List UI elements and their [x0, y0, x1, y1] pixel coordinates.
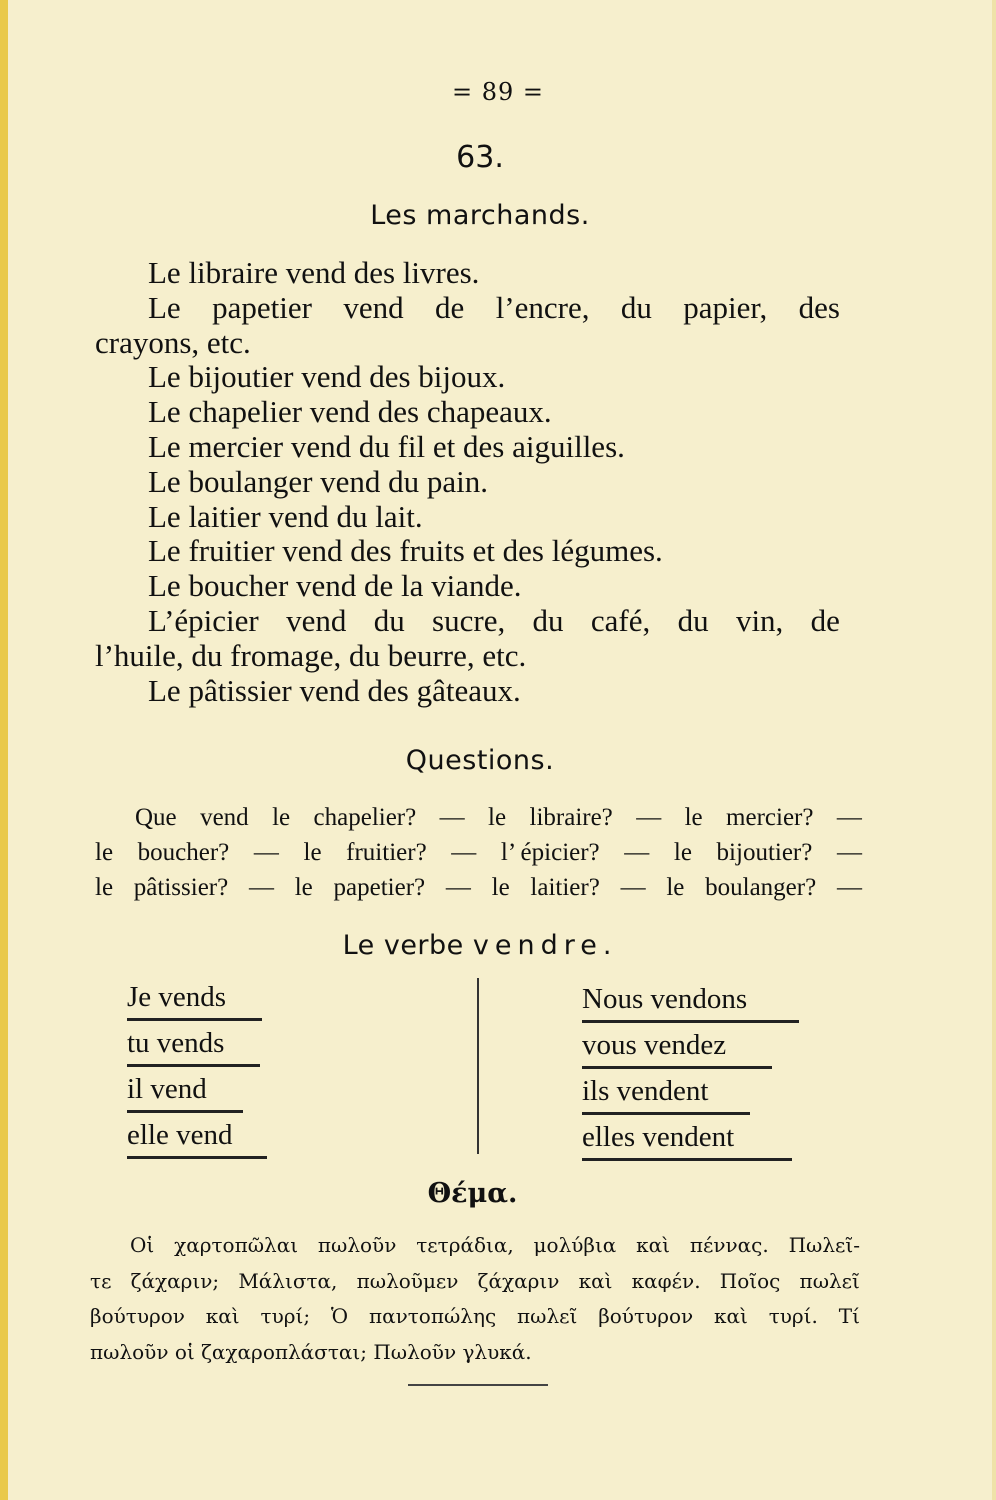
reading-word: du [532, 602, 564, 638]
greek-word: Ὁ [330, 1304, 349, 1328]
question-word: — [836, 804, 862, 831]
question-word: — [836, 874, 862, 901]
greek-line [90, 1228, 860, 1264]
reading-word: papier, [683, 289, 768, 325]
conjugation-singular-4: elle vend [127, 1119, 233, 1151]
reading-line: Le fruitier vend des fruits et des légumes. [148, 533, 663, 569]
question-word: — [451, 839, 477, 866]
greek-word: βούτυρον [90, 1304, 185, 1328]
greek-line [90, 1335, 860, 1371]
greek-word: βούτυρον [598, 1304, 694, 1328]
verb-heading-label: Le verbe [342, 930, 464, 961]
reading-line: crayons, etc. [95, 324, 251, 360]
reading-word: l’encre, [495, 289, 590, 325]
question-word: le [95, 874, 114, 901]
question-line [95, 835, 862, 870]
greek-word: πωλεῖ [517, 1304, 578, 1328]
question-word: le [684, 804, 703, 831]
reading-word: vend [286, 602, 347, 638]
reading-word: Le [148, 289, 181, 325]
question-word: — [620, 874, 646, 901]
reading-line: Le pâtissier vend des gâteaux. [148, 672, 521, 708]
question-word: Que [135, 804, 177, 831]
reading-word: des [798, 289, 840, 325]
reading-word: vend [343, 289, 404, 325]
reading-line: Le mercier vend du fil et des aiguilles. [148, 428, 625, 464]
reading-line: Le boulanger vend du pain. [148, 463, 489, 499]
greek-line [90, 1299, 860, 1335]
question-word: bijoutier? [716, 839, 813, 866]
question-word: — [636, 804, 662, 831]
conjugation-plural-1: Nous vendons [582, 983, 748, 1015]
greek-word: τυρί. [768, 1304, 818, 1328]
reading-line: l’huile, du fromage, du beurre, etc. [95, 637, 527, 673]
greek-word: πωλοῦν οἱ ζαχαροπλάσται; Πωλοῦν γλυκά. [90, 1339, 532, 1364]
reading-word: vin, [735, 602, 784, 638]
underline [582, 1066, 772, 1069]
question-line [95, 800, 862, 835]
question-word: le [488, 804, 507, 831]
greek-line [90, 1264, 860, 1300]
reading-word: du [620, 289, 652, 325]
reading-word: L’épicier [148, 602, 259, 638]
greek-word: τυρί; [260, 1304, 311, 1328]
question-word: — [624, 839, 650, 866]
underline [582, 1112, 750, 1115]
reading-line [95, 291, 840, 326]
reading-word: de [435, 289, 465, 325]
reading-word: papetier [212, 289, 312, 325]
question-word: — [253, 839, 279, 866]
greek-word: πωλοῦμεν [356, 1268, 459, 1293]
underline [127, 1064, 260, 1067]
greek-word: πωλεῖ [799, 1268, 860, 1293]
greek-word: πέννας. [689, 1233, 769, 1257]
greek-word: παντοπώλης [368, 1304, 497, 1328]
underline [127, 1156, 267, 1159]
greek-word: Μάλιστα, [238, 1268, 338, 1293]
conjugation-singular-3: il vend [127, 1073, 207, 1105]
verb-heading-word: vendre. [472, 930, 618, 961]
question-word: pâtissier? [133, 874, 229, 901]
conjugation-table [0, 978, 996, 1168]
greek-word: τε [90, 1268, 112, 1293]
reading-line: Le laitier vend du lait. [148, 498, 423, 534]
greek-word: ζάχαριν [477, 1268, 560, 1293]
reading-text [95, 256, 840, 708]
greek-word: καὶ [714, 1304, 748, 1328]
question-word: le [303, 839, 322, 866]
conjugation-divider [477, 978, 479, 1154]
greek-word: χαρτοπῶλαι [174, 1233, 299, 1257]
greek-word: Οἱ [130, 1233, 155, 1257]
conjugation-plural-2: vous vendez [582, 1029, 727, 1061]
reading-line: Le libraire vend des livres. [148, 255, 480, 290]
greek-word: τετράδια, [416, 1233, 514, 1257]
underline [127, 1018, 262, 1021]
question-word: — [248, 874, 274, 901]
question-word: l’ épicier? [500, 839, 600, 866]
reading-word: du [373, 602, 405, 638]
questions-text [95, 800, 862, 905]
conjugation-plural-4: elles vendent [582, 1121, 735, 1153]
question-word: le [95, 839, 114, 866]
underline [582, 1020, 799, 1023]
greek-word: καὶ [205, 1304, 240, 1328]
question-word: laitier? [530, 874, 600, 901]
greek-word: Πωλεῖ- [788, 1233, 860, 1257]
reading-line [95, 604, 840, 639]
reading-word: de [810, 602, 840, 638]
question-word: mercier? [726, 804, 814, 831]
greek-word: ζάχαριν; [130, 1268, 220, 1293]
end-rule [408, 1384, 548, 1386]
greek-word: Ποῖος [719, 1268, 781, 1293]
underline [127, 1110, 243, 1113]
greek-word: πωλοῦν [317, 1233, 397, 1257]
questions-heading: Questions. [405, 745, 555, 776]
question-line [95, 870, 862, 905]
question-word: libraire? [529, 804, 613, 831]
question-word: — [445, 874, 471, 901]
underline [582, 1158, 792, 1161]
reading-word: café, [590, 602, 651, 638]
page-edge-right [992, 0, 996, 1500]
verb-heading [0, 930, 960, 961]
reading-line: Le bijoutier vend des bijoux. [148, 359, 506, 395]
lesson-title: Les marchands. [370, 200, 590, 231]
greek-heading: Θέμα. [427, 1178, 518, 1209]
conjugation-plural-3: ils vendent [582, 1075, 709, 1107]
question-word: fruitier? [346, 839, 427, 866]
greek-word: καὶ [578, 1268, 613, 1293]
greek-word: Τί [838, 1304, 860, 1328]
greek-word: καφέν. [631, 1268, 701, 1293]
greek-word: μολύβια [533, 1233, 617, 1257]
reading-word: sucre, [432, 602, 506, 638]
question-word: le [294, 874, 313, 901]
conjugation-singular-2: tu vends [127, 1027, 225, 1059]
question-word: — [836, 839, 862, 866]
question-word: le [491, 874, 510, 901]
question-word: papetier? [333, 874, 426, 901]
conjugation-singular-1: Je vends [127, 981, 227, 1013]
greek-exercise [90, 1228, 860, 1370]
question-word: boulanger? [705, 874, 817, 901]
question-word: chapelier? [313, 804, 417, 831]
question-word: le [272, 804, 291, 831]
greek-word: καὶ [636, 1233, 671, 1257]
reading-word: du [677, 602, 709, 638]
question-word: le [673, 839, 692, 866]
reading-line: Le chapelier vend des chapeaux. [148, 394, 552, 430]
page-number: = 89 = [451, 78, 544, 106]
question-word: vend [200, 804, 249, 831]
question-word: boucher? [137, 839, 230, 866]
reading-line: Le boucher vend de la viande. [148, 568, 522, 604]
lesson-number: 63. [456, 140, 504, 175]
question-word: — [439, 804, 465, 831]
question-word: le [666, 874, 685, 901]
